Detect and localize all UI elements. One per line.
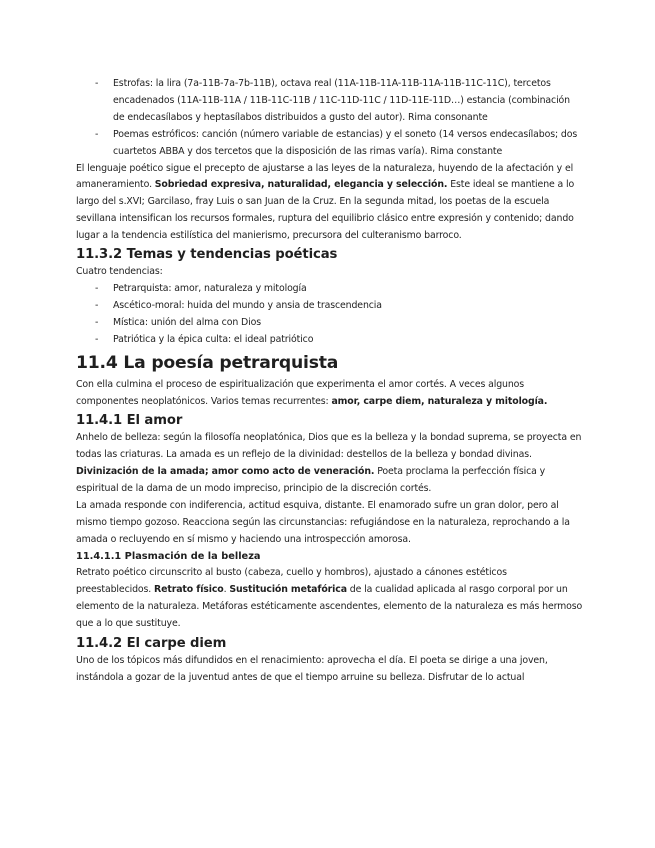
list-item bbox=[76, 281, 584, 298]
list-item bbox=[76, 315, 584, 332]
heading-11-4-1: 11.4.1 El amor bbox=[76, 413, 183, 429]
list-item-text: Poemas estróficos: canción (número variable de estancias) y el soneto (14 versos endecasílabos; dos cuartetos ABBA y dos tercetos que la disposición de las rimas varía). Rima constante bbox=[113, 128, 578, 157]
paragraph-beloved-response: La amada responde con indiferencia, actitud esquiva, distante. El enamorado sufre un gran dolor, pero al mismo tiempo gozoso. Reacciona según las circunstancias: refugiándose en la naturaleza, reprochando a la amada o recluyendo en sí mismo y haciendo una introspección amorosa. bbox=[76, 500, 570, 545]
paragraph-carpe-diem: Uno de los tópicos más difundidos en el renacimiento: aprovecha el día. El poeta se dirige a una joven, instándola a gozar de la juventud antes de que el tiempo arruine su belleza. Disfrutar de lo actual bbox=[76, 654, 548, 683]
bold-phrase: Sobriedad expresiva, naturalidad, elegancia y selección. bbox=[154, 179, 448, 191]
list-dash: - bbox=[95, 128, 99, 140]
bold-phrase: Divinización de la amada; amor como acto de veneración. bbox=[76, 466, 375, 478]
list-dash: - bbox=[95, 333, 99, 345]
list-item bbox=[76, 332, 584, 349]
document-body bbox=[76, 76, 584, 687]
list-dash: - bbox=[95, 282, 99, 294]
paragraph-petrarchan-intro: Con ella culmina el proceso de espiritualización que experimenta el amor cortés. A veces algunos componentes neoplatónicos. Varios temas recurrentes: amor, carpe diem, naturaleza y mitología. bbox=[76, 378, 548, 407]
heading-11-4-1-1: 11.4.1.1 Plasmación de la belleza bbox=[76, 550, 261, 562]
list-item-text: Mística: unión del alma con Dios bbox=[113, 316, 261, 328]
list-item bbox=[76, 298, 584, 315]
list-item-text: Patriótica y la épica culta: el ideal patriótico bbox=[113, 333, 314, 345]
list-item-text: Petrarquista: amor, naturaleza y mitología bbox=[113, 282, 307, 294]
bold-phrase: amor, carpe diem, naturaleza y mitología. bbox=[331, 395, 548, 407]
list-dash: - bbox=[95, 316, 99, 328]
list-item bbox=[76, 127, 584, 161]
list-item-text: Estrofas: la lira (7a-11B-7a-7b-11B), octava real (11A-11B-11A-11B-11A-11B-11C-11C), tercetos encadenados (11A-11B-11A / 11B-11C-11B / 11C-11D-11C / 11D-11E-11D…) estancia (combinación de endecasílabos y heptasílabos distribuidos a gusto del autor). Rima consonante bbox=[113, 78, 570, 123]
list-dash: - bbox=[95, 299, 99, 311]
paragraph-portrait: Retrato poético circunscrito al busto (cabeza, cuello y hombros), ajustado a cánones estéticos preestablecidos. Retrato físico. Sustitución metafórica de la cualidad aplicada al rasgo corporal por un elemento de la naturaleza. Metáforas estéticamente ascendentes, elemento de la naturaleza es más hermoso que a lo que sustituye. bbox=[76, 567, 583, 629]
paragraph-poetic-language: El lenguaje poético sigue el precepto de ajustarse a las leyes de la naturaleza, huyendo de la afectación y el amaneramiento. Sobriedad expresiva, naturalidad, elegancia y selección. Este ideal se mantiene a lo largo del s.XVI; Garcilaso, fray Luis o san Juan de la Cruz. En la segunda mitad, los poetas de la escuela sevillana intensifican los recursos formales, ruptura del equilibrio clásico entre expresión y contenido; dando lugar a la tendencia estilística del manierismo, precursora del culteranismo barroco. bbox=[76, 162, 575, 242]
heading-11-4: 11.4 La poesía petrarquista bbox=[76, 352, 339, 373]
list-dash: - bbox=[95, 78, 99, 89]
list-item-text: Ascético-moral: huida del mundo y ansia de trascendencia bbox=[113, 299, 382, 311]
stanza-forms-list bbox=[76, 76, 584, 161]
paragraph-four-trends: Cuatro tendencias: bbox=[76, 266, 163, 278]
heading-11-4-2: 11.4.2 El carpe diem bbox=[76, 635, 227, 651]
bold-phrase: Retrato físico bbox=[154, 584, 224, 596]
bold-phrase: Sustitución metafórica bbox=[229, 584, 347, 596]
trends-list bbox=[76, 281, 584, 349]
list-item bbox=[76, 76, 584, 127]
paragraph-love-beauty: Anhelo de belleza: según la filosofía neoplatónica, Dios que es la belleza y la bondad suprema, se proyecta en todas las criaturas. La amada es un reflejo de la divinidad: destellos de la belleza y bondad divinas. Divinización de la amada; amor como acto de veneración. Poeta proclama la perfección física y espiritual de la dama de un modo impreciso, principio de la discreción cortés. bbox=[76, 432, 582, 495]
heading-11-3-2: 11.3.2 Temas y tendencias poéticas bbox=[76, 247, 338, 263]
